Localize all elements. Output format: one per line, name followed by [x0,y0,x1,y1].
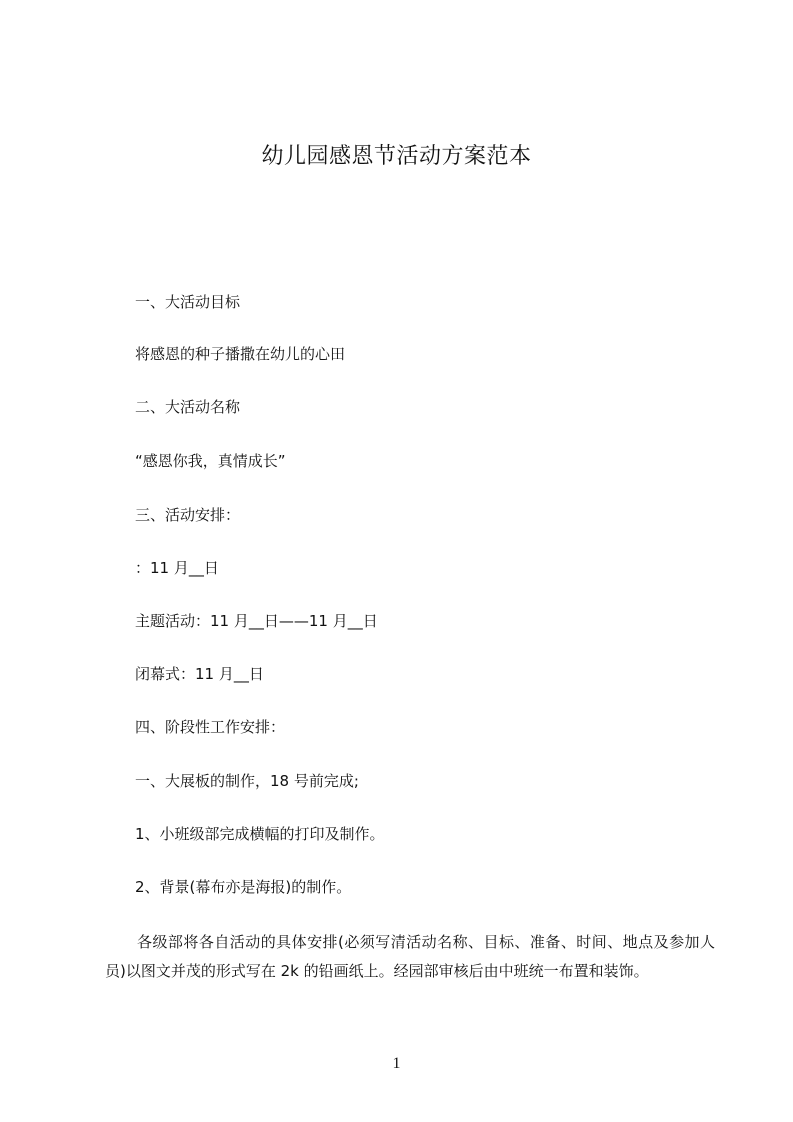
body-line-display-board: 一、大展板的制作，18 号前完成; [135,772,359,790]
section-heading-name: 二、大活动名称 [135,398,241,416]
body-line-goal: 将感恩的种子播撒在幼儿的心田 [135,345,346,363]
body-line-banner: 1、小班级部完成横幅的打印及制作。 [135,825,385,843]
body-line-closing: 闭幕式：11 月__日 [135,665,264,683]
body-line-theme-activity: 主题活动：11 月__日——11 月__日 [135,612,378,630]
document-title: 幼儿园感恩节活动方案范本 [261,144,532,169]
body-line-slogan: “感恩你我，真情成长” [135,452,286,470]
body-line-backdrop: 2、背景(幕布亦是海报)的制作。 [135,878,352,896]
section-heading-phases: 四、阶段性工作安排： [135,718,286,736]
section-heading-schedule: 三、活动安排： [135,506,241,524]
body-line-opening-date: ：11 月__日 [135,559,219,577]
body-paragraph-arrangement: 各级部将各自活动的具体安排(必须写清活动名称、目标、准备、时间、地点及参加人员)以图文并茂的形式写在 2k 的铅画纸上。经园部审核后由中班统一布置和装饰。 [105,933,715,980]
page-number: 1 [392,1055,401,1072]
section-heading-goal: 一、大活动目标 [135,293,241,311]
